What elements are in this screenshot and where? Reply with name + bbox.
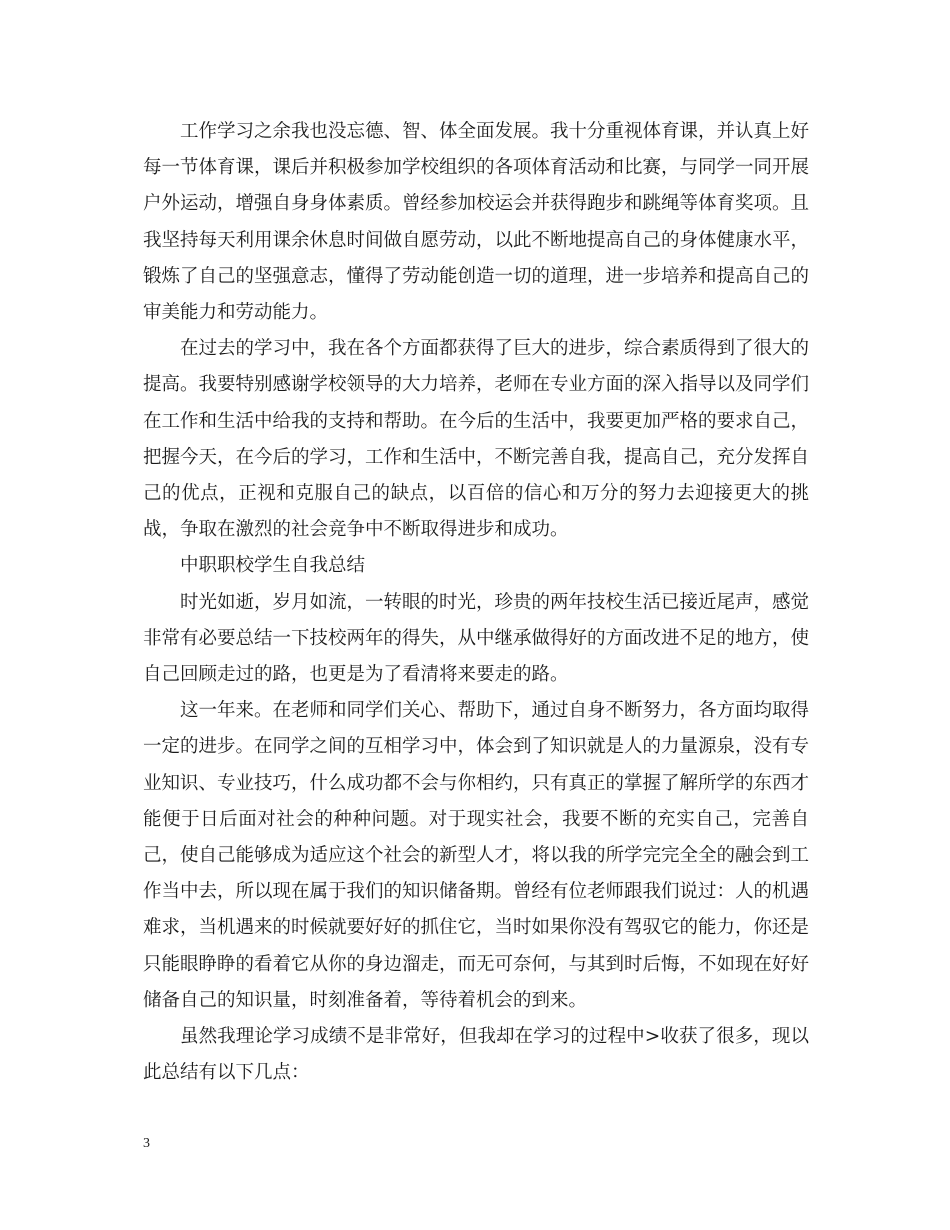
paragraph-study-summary: 虽然我理论学习成绩不是非常好，但我却在学习的过程中>收获了很多，现以此总结有以下几点： (143, 1026, 809, 1084)
section-heading: 中职职校学生自我总结 (180, 555, 366, 577)
document-body (143, 114, 809, 1091)
page-number: 3 (143, 1136, 150, 1151)
paragraph-this-year: 这一年来。在老师和同学们关心、帮助下，通过自身不断努力，各方面均取得一定的进步。在同学之间的互相学习中，体会到了知识就是人的力量源泉，没有专业知识、专业技巧，什么成功都不会与你相约，只有真正的掌握了解所学的东西才能便于日后面对社会的种种问题。对于现实社会，我要不断的充实自己，完善自己，使自己能够成为适应这个社会的新型人才，将以我的所学完完全全的融会到工作当中去，所以现在属于我们的知识储备期。曾经有位老师跟我们说过：人的机遇难求，当机遇来的时候就要好好的抓住它，当时如果你没有驾驭它的能力，你还是只能眼睁睁的看着它从你的身边溜走，而无可奈何，与其到时后悔，不如现在好好储备自己的知识量，时刻准备着，等待着机会的到来。 (143, 700, 810, 1011)
paragraph-physical-development: 工作学习之余我也没忘德、智、体全面发展。我十分重视体育课，并认真上好每一节体育课，课后并积极参加学校组织的各项体育活动和比赛，与同学一同开展户外运动，增强自身身体素质。曾经参加校运会并获得跑步和跳绳等体育奖项。且我坚持每天利用课余休息时间做自愿劳动，以此不断地提高自己的身体健康水平，锻炼了自己的坚强意志，懂得了劳动能创造一切的道理，进一步培养和提高自己的审美能力和劳动能力。 (143, 121, 810, 324)
paragraph-time-passing: 时光如逝，岁月如流，一转眼的时光，珍贵的两年技校生活已接近尾声，感觉非常有必要总结一下技校两年的得失，从中继承做得好的方面改进不足的地方，使自己回顾走过的路，也更是为了看清将来要走的路。 (143, 591, 810, 686)
paragraph-progress-thanks: 在过去的学习中，我在各个方面都获得了巨大的进步，综合素质得到了很大的提高。我要特别感谢学校领导的大力培养，老师在专业方面的深入指导以及同学们在工作和生活中给我的支持和帮助。在今后的生活中，我要更加严格的要求自己，把握今天，在今后的学习，工作和生活中，不断完善自我，提高自己，充分发挥自己的优点，正视和克服自己的缺点，以百倍的信心和万分的努力去迎接更大的挑战，争取在激烈的社会竞争中不断取得进步和成功。 (143, 338, 810, 541)
